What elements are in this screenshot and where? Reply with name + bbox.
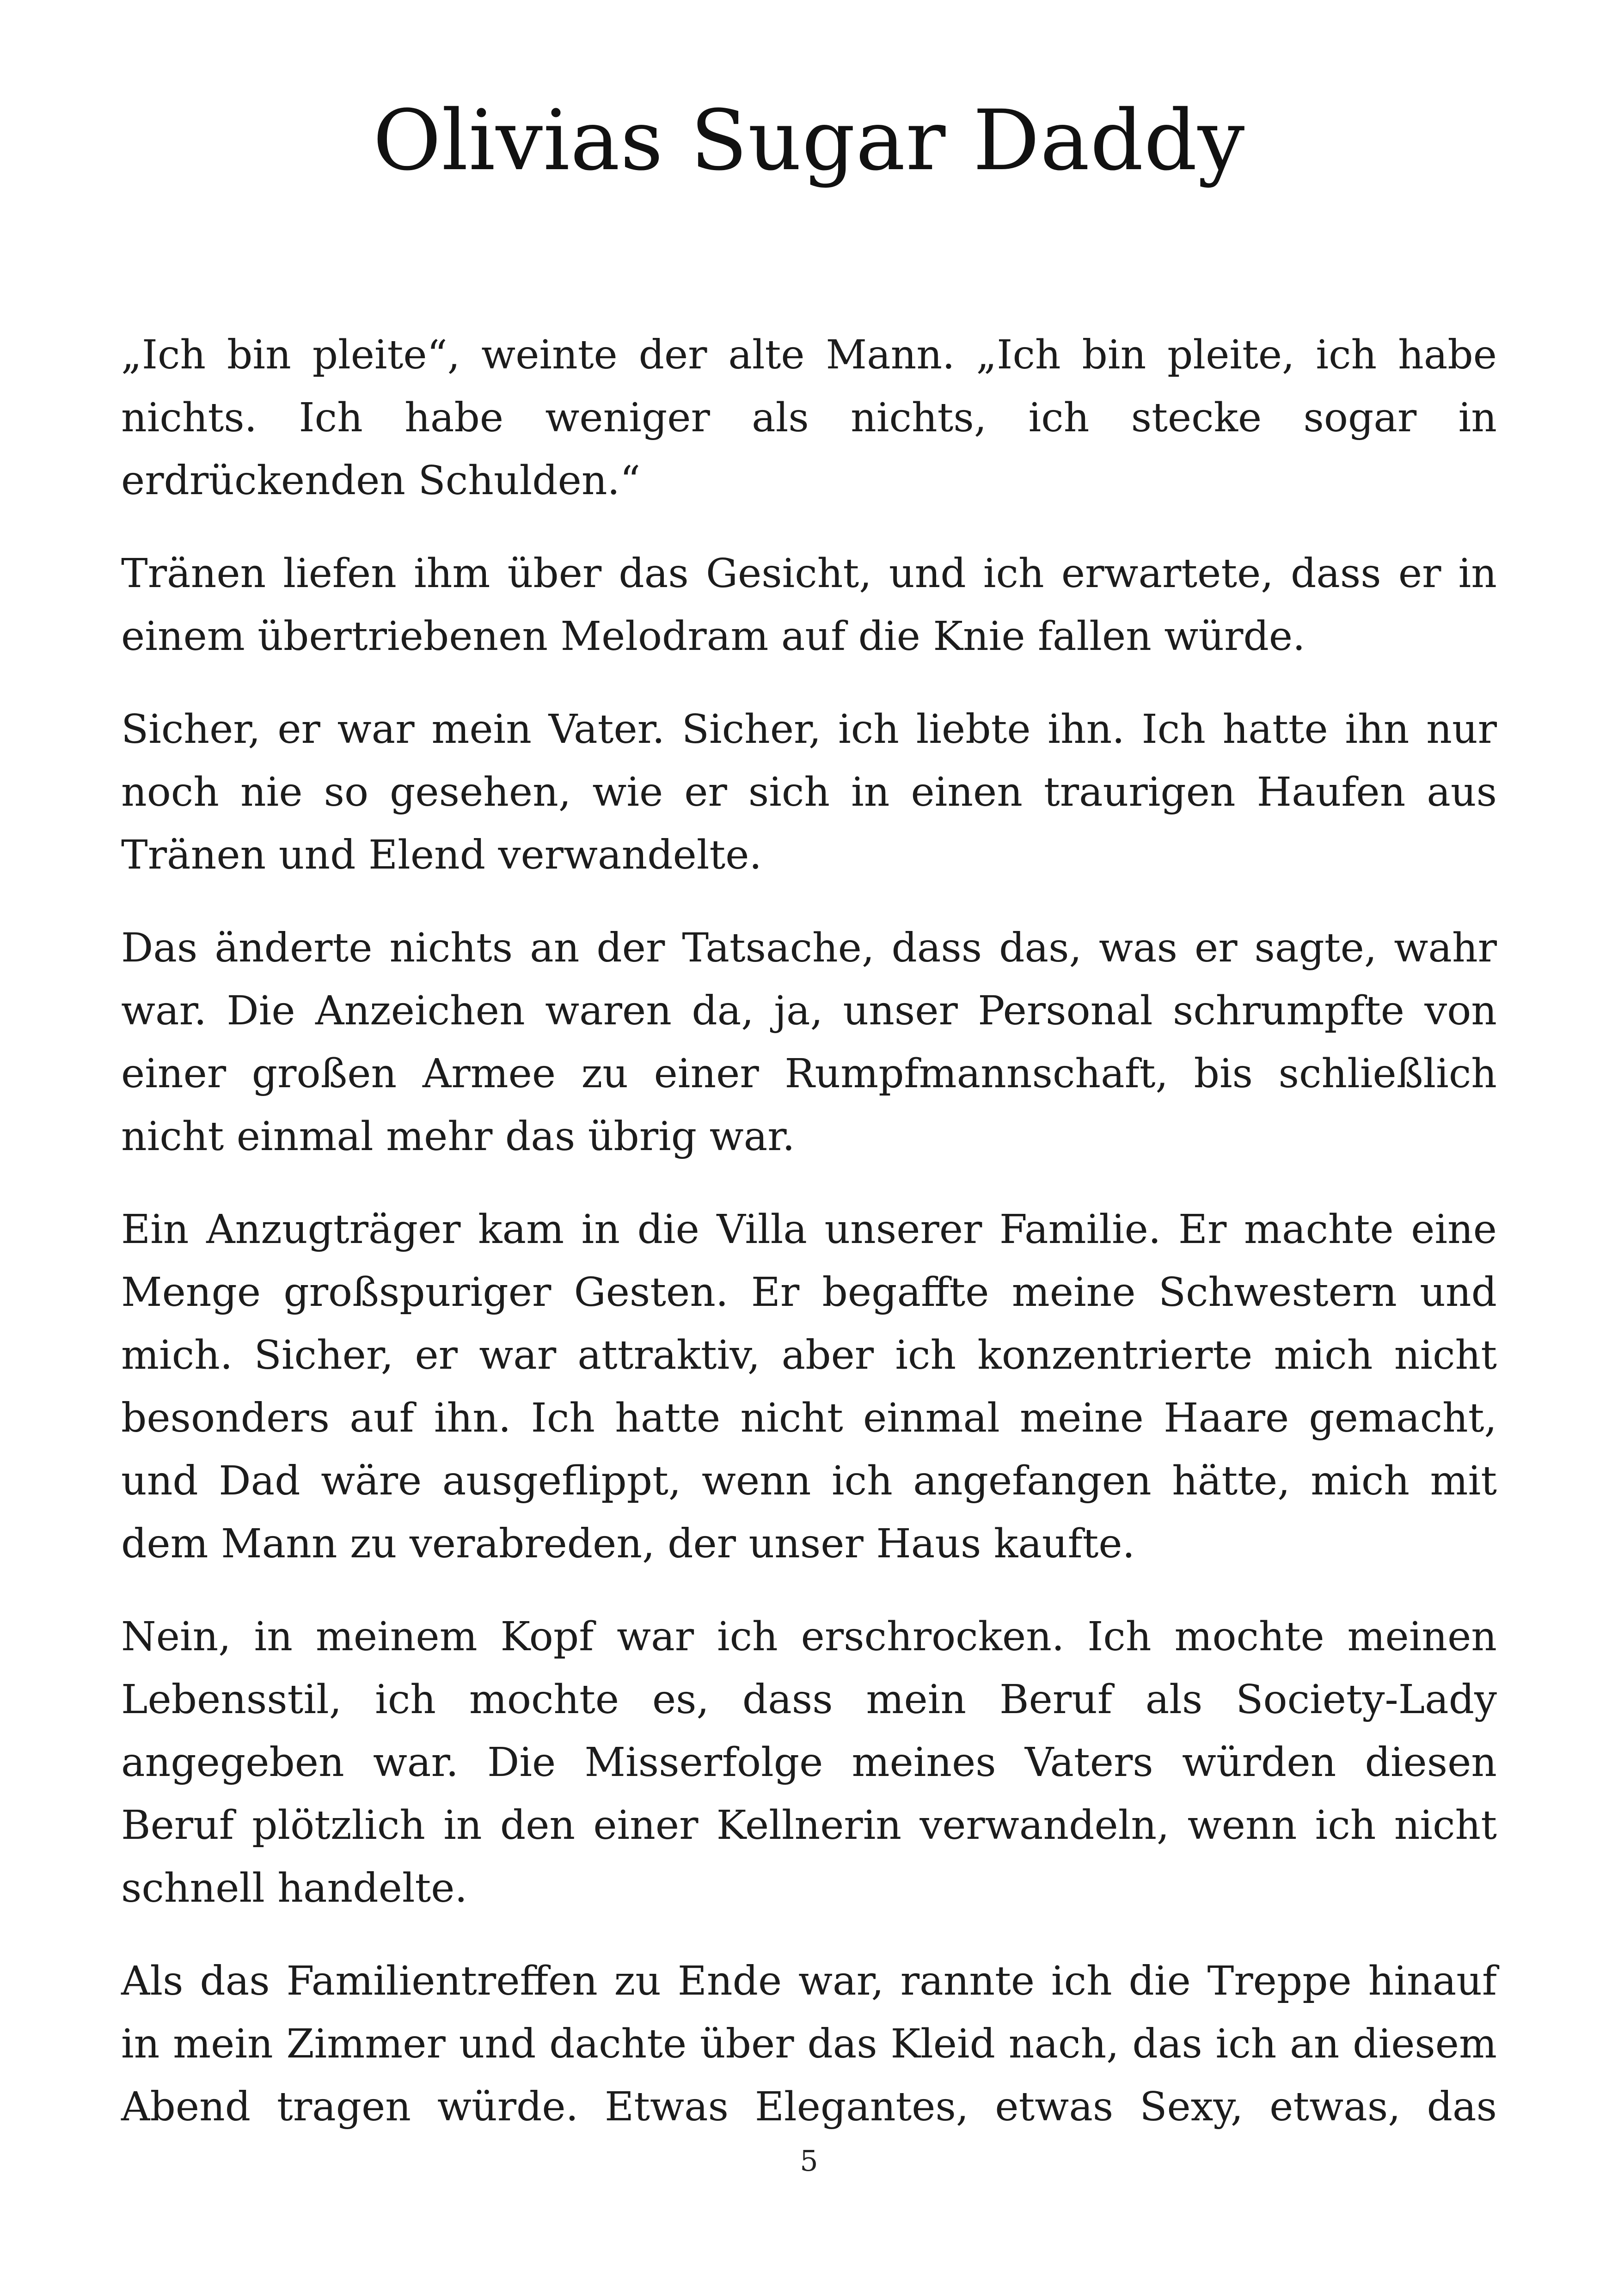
paragraph-2: Tränen liefen ihm über das Gesicht, und ich erwartete, dass er in einem übertriebenen Melodram auf die Knie fallen würde. — [121, 551, 1497, 660]
paragraph-4: Das änderte nichts an der Tatsache, dass das, was er sagte, wahr war. Die Anzeichen waren da, ja, unser Personal schrumpfte von einer großen Armee zu einer Rumpfmannschaft, bis schließlich nicht einmal mehr das übrig war. — [121, 925, 1497, 1160]
paragraph-7: Als das Familientreffen zu Ende war, rannte ich die Treppe hinauf in mein Zimmer und dachte über das Kleid nach, das ich an diesem Abend tragen würde. Etwas Elegantes, etwas Sexy, etwas, das — [121, 1958, 1497, 2130]
paragraph-6: Nein, in meinem Kopf war ich erschrocken. Ich mochte meinen Lebensstil, ich mochte es, dass mein Beruf als Society-Lady angegeben war. Die Misserfolge meines Vaters würden diesen Beruf plötzlich in den einer Kellnerin verwandeln, wenn ich nicht schnell handelte. — [121, 1614, 1497, 1911]
paragraph-3: Sicher, er war mein Vater. Sicher, ich liebte ihn. Ich hatte ihn nur noch nie so gesehen, wie er sich in einen traurigen Haufen aus Tränen und Elend verwandelte. — [121, 706, 1497, 878]
paragraph-1: „Ich bin pleite“, weinte der alte Mann. „Ich bin pleite, ich habe nichts. Ich habe weniger als nichts, ich stecke sogar in erdrückenden Schulden.“ — [121, 332, 1497, 504]
page-number: 5 — [800, 2144, 818, 2178]
paragraph-5: Ein Anzugträger kam in die Villa unserer Familie. Er machte eine Menge großspuriger Gesten. Er begaffte meine Schwestern und mich. Sicher, er war attraktiv, aber ich konzentrierte mich nicht besonders auf ihn. Ich hatte nicht einmal meine Haare gemacht, und Dad wäre ausgeflippt, wenn ich angefangen hätte, mich mit dem Mann zu verabreden, der unser Haus kaufte. — [121, 1206, 1497, 1567]
body-text — [121, 324, 1497, 2168]
page-title: Olivias Sugar Daddy — [373, 92, 1245, 189]
